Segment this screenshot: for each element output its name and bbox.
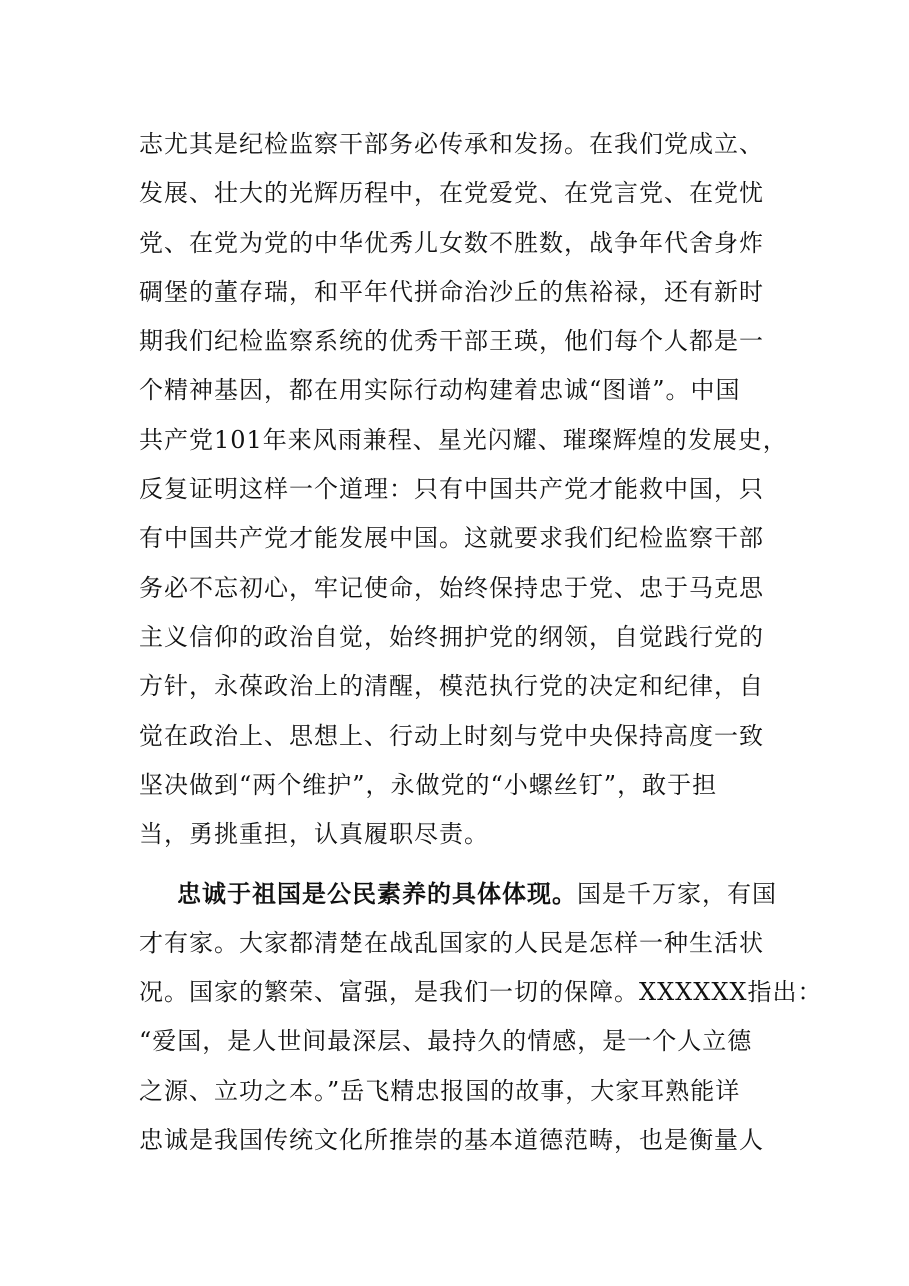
text-line: 碉堡的董存瑞，和平年代拼命治沙丘的焦裕禄，还有新时 [139,277,764,306]
text-line: 期我们纪检监察系统的优秀干部王瑛，他们每个人都是一 [139,327,764,356]
text-line: 有中国共产党才能发展中国。这就要求我们纪检监察干部 [139,524,764,553]
paragraph-spacer [139,859,779,869]
text-line: 党、在党为党的中华优秀儿女数不胜数，战争年代舍身炸 [139,228,764,257]
text-line: 才有家。大家都清楚在战乱国家的人民是怎样一种生活状 [139,928,764,957]
text-line: 共产党101年来风雨兼程、星光闪耀、璀璨辉煌的发展史， [139,425,788,454]
text-line: 况。国家的繁荣、富强，是我们一切的保障。XXXXXX指出： [139,978,823,1007]
paragraph-2 [139,869,823,1165]
text-line: 方针，永葆政治上的清醒，模范执行党的决定和纪律，自 [139,672,764,701]
text-line: 忠诚是我国传统文化所推崇的基本道德范畴，也是衡量人 [139,1125,764,1154]
document-body [139,120,823,1165]
heading-line-rest: 国是千万家，有国 [577,880,777,909]
text-line: 觉在政治上、思想上、行动上时刻与党中央保持高度一致 [139,721,764,750]
text-line: 反复证明这样一个道理：只有中国共产党才能救中国，只 [139,475,764,504]
paragraph-heading: 忠诚于祖国是公民素养的具体体现。 [177,879,577,909]
text-line: “爱国，是人世间最深层、最持久的情感，是一个人立德 [139,1027,753,1056]
text-line: 主义信仰的政治自觉，始终拥护党的纲领，自觉践行党的 [139,622,764,651]
text-line: 务必不忘初心，牢记使命，始终保持忠于党、忠于马克思 [139,573,764,602]
text-line: 之源、立功之本。”岳飞精忠报国的故事，大家耳熟能详 [139,1076,741,1105]
paragraph-1 [139,120,788,859]
text-line: 发展、壮大的光辉历程中，在党爱党、在党言党、在党忧 [139,179,764,208]
text-line: 当，勇挑重担，认真履职尽责。 [139,820,489,849]
text-line: 个精神基因，都在用实际行动构建着忠诚“图谱”。中国 [139,376,741,405]
text-line: 坚决做到“两个维护”，永做党的“小螺丝钉”，敢于担 [139,770,718,799]
text-line: 志尤其是纪检监察干部务必传承和发扬。在我们党成立、 [139,130,764,158]
text-line-first [139,869,779,918]
